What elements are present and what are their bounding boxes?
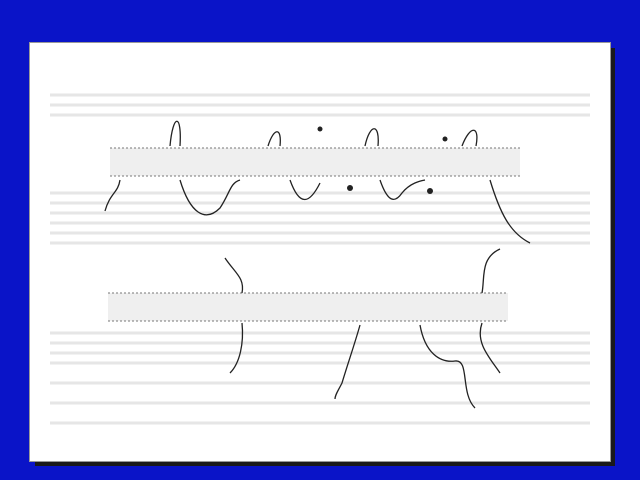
bottom-membrane	[108, 293, 508, 321]
top-membrane	[110, 148, 520, 176]
ion-channel-diagram	[30, 43, 610, 461]
background-text-lines	[50, 95, 590, 423]
scn5a-loops	[170, 121, 477, 146]
herg-tails	[335, 325, 475, 408]
figure-panel	[29, 42, 611, 462]
